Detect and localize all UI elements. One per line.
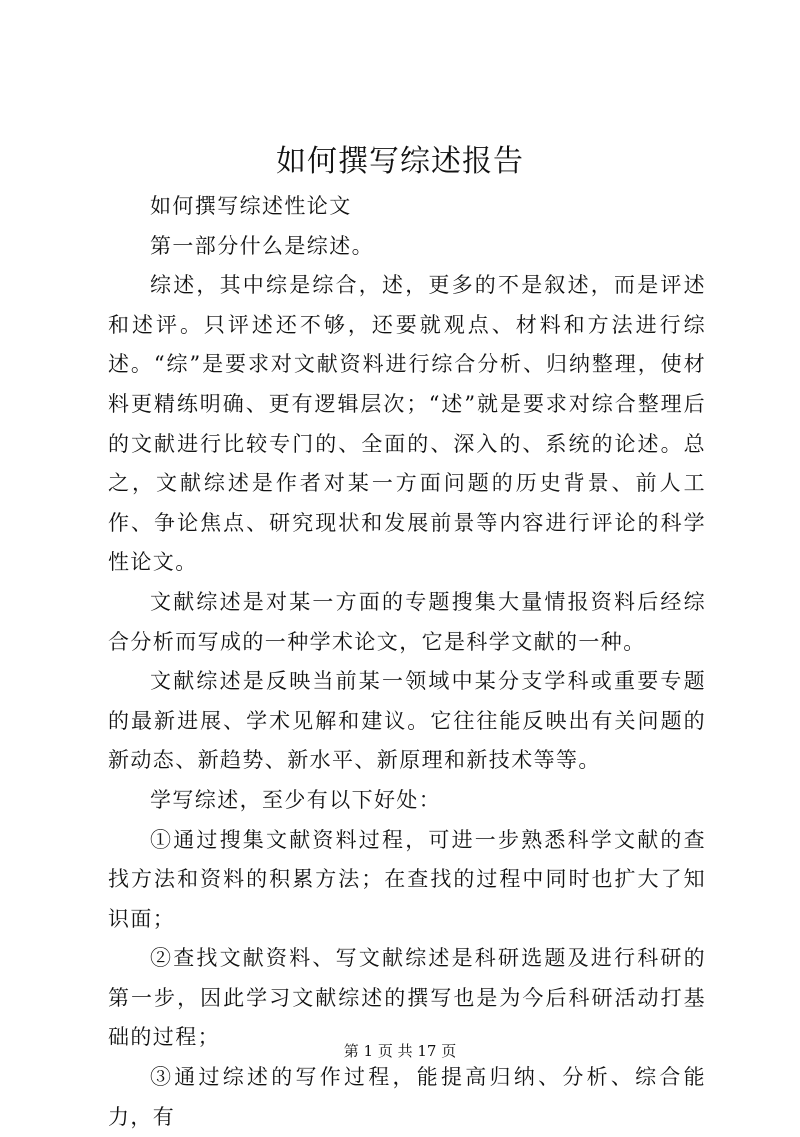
paragraph: 综述，其中综是综合，述，更多的不是叙述，而是评述和述评。只评述还不够，还要就观点、材料和方法进行综述。“综”是要求对文献资料进行综合分析、归纳整理，使材料更精练明确、更有逻辑层次；“述”就是要求对综合整理后的文献进行比较专门的、全面的、深入的、系统的论述。总之，文献综述是作者对某一方面问题的历史背景、前人工作、争论焦点、研究现状和发展前景等内容进行评论的科学性论文。	[108, 273, 706, 575]
page-number-footer: 第 1 页 共 17 页	[343, 1042, 457, 1060]
paragraph: 如何撰写综述性论文	[150, 194, 352, 218]
paragraph: 学写综述，至少有以下好处：	[150, 787, 442, 812]
paragraph: 文献综述是对某一方面的专题搜集大量情报资料后经综合分析而写成的一种学术论文，它是科学文献的一种。	[108, 589, 706, 654]
paragraph: ①通过搜集文献资料过程，可进一步熟悉科学文献的查找方法和资料的积累方法；在查找的过程中同时也扩大了知识面；	[108, 827, 706, 931]
paragraph: ③通过综述的写作过程，能提高归纳、分析、综合能力，有	[108, 1065, 706, 1129]
paragraph: 文献综述是反映当前某一领域中某分支学科或重要专题的最新进展、学术见解和建议。它往往能反映出有关问题的新动态、新趋势、新水平、新原理和新技术等等。	[108, 669, 706, 773]
document-body	[108, 187, 706, 1137]
paragraph: ②查找文献资料、写文献综述是科研选题及进行科研的第一步，因此学习文献综述的撰写也是为今后科研活动打基础的过程；	[108, 946, 706, 1050]
paragraph: 第一部分什么是综述。	[150, 233, 374, 258]
document-title: 如何撰写综述报告	[276, 144, 524, 179]
